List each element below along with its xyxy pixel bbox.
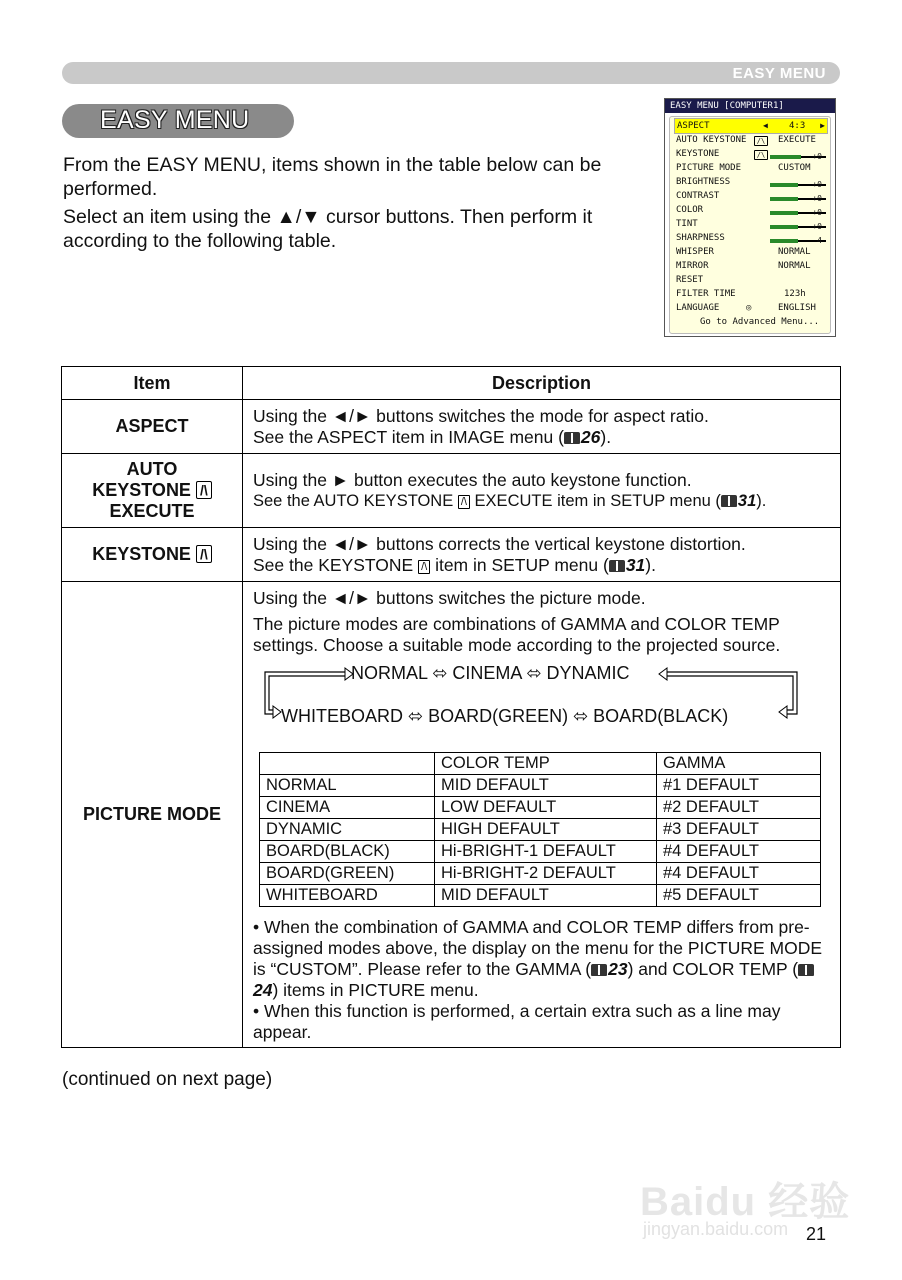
osd-menu-body — [669, 116, 831, 334]
item-aspect: ASPECT — [62, 400, 243, 454]
osd-slider-color: +0 — [770, 212, 826, 214]
keystone-icon: /\ — [196, 481, 212, 499]
osd-row-aspect: ASPECT ◀ 4:3 ▶ — [674, 118, 828, 134]
table-row-auto-keystone — [62, 454, 841, 528]
page-number: 21 — [806, 1224, 827, 1244]
osd-row-reset: RESET — [676, 275, 704, 285]
keystone-icon: /\ — [458, 495, 470, 509]
description-picture-mode: Using the ◄/► buttons switches the picture mode. The picture modes are combinations of GAMMA and COLOR TEMP settings. Choose a suitable mode according to the projected source. NORMAL ⬄ CINEMA ⬄ DYNAMIC WHITEBOARD ⬄ BOARD(GREEN) ⬄ BOARD(BLACK) COLOR TEMP GAMMA NORMAL MID DEFAULT #1 DEFAULT CINEMA LOW DEFAULT #2 DEFAULT DYNAMIC HIGH DEFAULT #3 DEFAULT BOARD(BLACK) Hi-BRIGHT-1 DEFAULT #4 DEFAULT BOARD(GREEN) Hi-BRIGHT-2 DEFAULT #4 DEFAULT WHITEBOARD MID DEFAULT #5 DEFAULT • When the combination of GAMMA and COLOR TEMP differs from pre-assigned modes above, the display on the menu for the PICTURE MODE is “CUSTOM”. Please refer to the GAMMA ( 23) and COLOR TEMP (24) items in PICTURE menu. • When this function is performed, a certain extra such as a line may appear. — [243, 582, 841, 1048]
table-row-aspect — [62, 400, 841, 454]
osd-slider-brightness: +0 — [770, 184, 826, 186]
description-aspect: Using the ◄/► buttons switches the mode for aspect ratio. See the ASPECT item in IMAGE menu ( 26). — [243, 400, 841, 454]
table-header-row — [62, 367, 841, 400]
left-arrow-icon: ◀ — [763, 121, 768, 130]
description-auto-keystone: Using the ► button executes the auto keystone function. See the AUTO KEYSTONE /\ EXECUTE item in SETUP menu ( 31). — [243, 454, 841, 528]
right-arrow-icon: ▶ — [820, 121, 825, 130]
osd-row-picture-mode: PICTURE MODE CUSTOM — [676, 163, 811, 173]
intro-paragraph-2: Select an item using the ▲/▼ cursor buttons. Then perform it according to the following table. — [63, 206, 593, 252]
cycle-bottom-line: WHITEBOARD ⬄ BOARD(GREEN) ⬄ BOARD(BLACK) — [281, 706, 729, 726]
table-row: BOARD(BLACK) Hi-BRIGHT-1 DEFAULT #4 DEFAULT — [260, 841, 821, 863]
intro-paragraph-1: From the EASY MENU, items shown in the table below can be performed. — [63, 154, 602, 200]
keystone-icon: /\ — [196, 545, 212, 563]
osd-row-mirror: MIRROR NORMAL — [676, 261, 811, 271]
book-icon — [609, 560, 625, 572]
section-title-pill — [62, 104, 294, 138]
picture-mode-note-1: • When the combination of GAMMA and COLOR TEMP differs from pre-assigned modes above, the display on the menu for the PICTURE MODE is “CUSTOM”. Please refer to the GAMMA ( 23) and COLOR TEMP (24) items in PICTURE menu. — [253, 917, 823, 1000]
column-header-item: Item — [62, 367, 243, 400]
osd-footer: Go to Advanced Menu... — [700, 317, 820, 327]
globe-icon: ◎ — [746, 303, 752, 313]
osd-row-auto-keystone: AUTO KEYSTONE /\ EXECUTE — [676, 135, 816, 145]
continued-note: (continued on next page) — [62, 1069, 273, 1090]
osd-header: EASY MENU [COMPUTER1] — [665, 99, 835, 113]
picture-mode-table — [259, 752, 821, 907]
osd-slider-contrast: +0 — [770, 198, 826, 200]
page-title: EASY MENU — [100, 106, 250, 134]
item-keystone: KEYSTONE /\ — [62, 528, 243, 582]
osd-row-tint: TINT +0 — [674, 217, 826, 231]
description-keystone: Using the ◄/► buttons corrects the vertical keystone distortion. See the KEYSTONE /\ item in SETUP menu ( 31). — [243, 528, 841, 582]
osd-slider-tint: +0 — [770, 226, 826, 228]
mode-table-header: COLOR TEMP GAMMA — [260, 753, 821, 775]
osd-menu-screenshot — [664, 98, 836, 337]
cycle-top-line: NORMAL ⬄ CINEMA ⬄ DYNAMIC — [351, 663, 630, 683]
header-section-label: EASY MENU — [732, 65, 826, 82]
osd-row-contrast: CONTRAST +0 — [674, 189, 826, 203]
book-icon — [798, 964, 814, 976]
column-header-description: Description — [243, 367, 841, 400]
table-row-keystone — [62, 528, 841, 582]
keystone-icon: /\ — [754, 150, 768, 160]
table-row-picture-mode — [62, 582, 841, 1048]
book-icon — [721, 495, 737, 507]
book-icon — [591, 964, 607, 976]
header-bar — [62, 62, 840, 84]
watermark-url: jingyan.baidu.com — [643, 1219, 789, 1239]
osd-row-brightness: BRIGHTNESS +0 — [674, 175, 826, 189]
osd-row-sharpness: SHARPNESS 4 — [674, 231, 826, 245]
keystone-icon: /\ — [754, 136, 768, 146]
item-picture-mode: PICTURE MODE — [62, 582, 243, 1048]
picture-mode-note-2: • When this function is performed, a certain extra such as a line may appear. — [253, 1001, 781, 1042]
table-row: BOARD(GREEN) Hi-BRIGHT-2 DEFAULT #4 DEFAULT — [260, 863, 821, 885]
osd-row-keystone: KEYSTONE /\ +0 — [674, 147, 826, 161]
table-row: WHITEBOARD MID DEFAULT #5 DEFAULT — [260, 885, 821, 907]
easy-menu-table — [61, 366, 841, 1048]
picture-mode-cycle-diagram — [253, 663, 830, 746]
osd-row-language: LANGUAGE ◎ ENGLISH — [676, 303, 816, 313]
watermark-logo: Baidu 经验 — [640, 1180, 851, 1224]
osd-slider-sharpness: 4 — [770, 240, 826, 242]
table-row: DYNAMIC HIGH DEFAULT #3 DEFAULT — [260, 819, 821, 841]
osd-row-filter-time: FILTER TIME 123h — [676, 289, 806, 299]
table-row: NORMAL MID DEFAULT #1 DEFAULT — [260, 775, 821, 797]
osd-slider-keystone: +0 — [770, 156, 826, 158]
item-auto-keystone: AUTO KEYSTONE /\ EXECUTE — [62, 454, 243, 528]
book-icon — [564, 432, 580, 444]
table-row: CINEMA LOW DEFAULT #2 DEFAULT — [260, 797, 821, 819]
osd-row-color: COLOR +0 — [674, 203, 826, 217]
osd-row-whisper: WHISPER NORMAL — [676, 247, 811, 257]
keystone-icon: /\ — [418, 560, 430, 574]
